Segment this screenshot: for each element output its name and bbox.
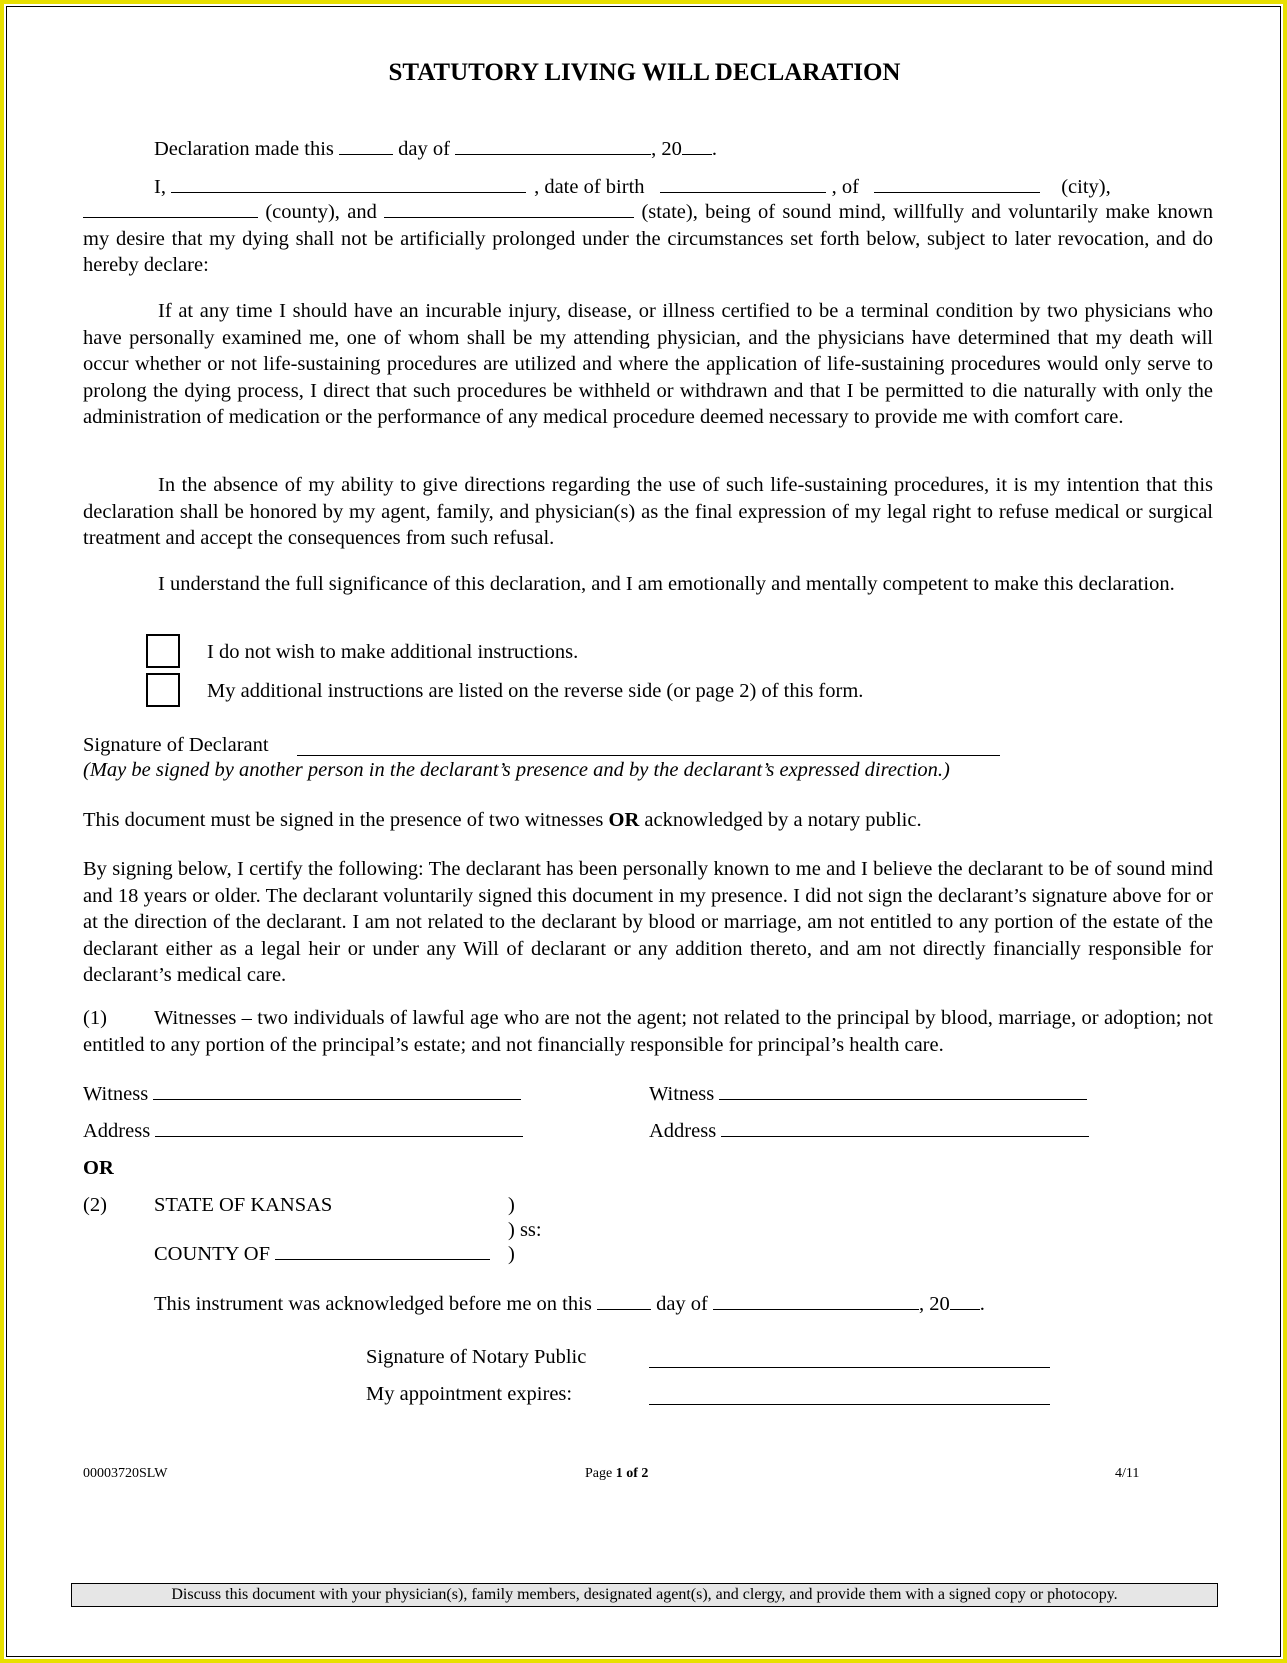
identity-paragraph bbox=[83, 199, 1213, 279]
notary-county-row bbox=[154, 1241, 490, 1267]
declaration-year-field[interactable] bbox=[682, 136, 712, 155]
declarant-signature-field[interactable] bbox=[297, 737, 1000, 756]
paragraph-2-text: In the absence of my ability to give directions regarding the use of such life-sustaining procedures, it is my intention that this declaration shall be honored by my agent, family, and physician(s) as the final expression of my legal right to refuse medical or surgical treatment and accept the consequences from such refusal. bbox=[83, 474, 1213, 549]
notary-signature-field[interactable] bbox=[649, 1349, 1050, 1368]
form-id: 00003720SLW bbox=[83, 1466, 168, 1481]
witness-notice-after: acknowledged by a notary public. bbox=[639, 809, 922, 831]
city-field[interactable] bbox=[874, 174, 1040, 193]
declaration-date-line bbox=[154, 136, 717, 162]
witnesses-text: Witnesses – two individuals of lawful age who are not the agent; not related to the principal by blood, marriage, or adoption; not entitled to any portion of the principal’s estate; and not financially responsible for principal’s health care. bbox=[83, 1007, 1213, 1056]
witness-notice bbox=[83, 807, 922, 833]
page-number bbox=[585, 1461, 648, 1487]
or-divider: OR bbox=[83, 1157, 114, 1179]
no-additional-instructions-label: I do not wish to make additional instructions. bbox=[207, 641, 579, 663]
competency-paragraph bbox=[83, 571, 1213, 598]
additional-instructions-label: My additional instructions are listed on the reverse side (or page 2) of this form. bbox=[207, 680, 864, 702]
witness-1-field[interactable] bbox=[153, 1081, 521, 1100]
witness-1-row bbox=[83, 1081, 521, 1107]
page-count: 1 of 2 bbox=[615, 1466, 649, 1481]
identity-i-label: I, bbox=[154, 176, 166, 198]
declarant-signature-label: Signature of Declarant bbox=[83, 734, 269, 756]
notary-paren-2: ) bbox=[508, 1243, 515, 1265]
appointment-expires-label: My appointment expires: bbox=[366, 1383, 573, 1405]
notary-signature-label: Signature of Notary Public bbox=[366, 1346, 587, 1368]
additional-instructions-checkbox[interactable] bbox=[146, 673, 180, 707]
dob-label: , date of birth bbox=[534, 176, 645, 198]
county-field[interactable] bbox=[83, 199, 258, 218]
declaration-year-prefix: , 20 bbox=[651, 138, 682, 160]
notary-county-field[interactable] bbox=[275, 1241, 490, 1260]
signature-note: (May be signed by another person in the declarant’s presence and by the declarant’s expressed direction.) bbox=[83, 759, 950, 781]
notary-num: (2) bbox=[83, 1194, 107, 1216]
identity-state-text: (state), being of sound mind, willfully and voluntarily make known my desire that my dying shall not be artificially prolonged under the circumstances set forth below, subject to later revocation, and do hereby declare: bbox=[83, 201, 1213, 276]
address-2-label: Address bbox=[649, 1120, 717, 1142]
footer-notice-bar: Discuss this document with your physician(s), family members, designated agent(s), and clergy, and provide them with a signed copy or photocopy. bbox=[71, 1583, 1218, 1607]
witness-notice-before: This document must be signed in the presence of two witnesses bbox=[83, 809, 609, 831]
city-label: (city), bbox=[1061, 176, 1111, 198]
witnesses-num: (1) bbox=[83, 1007, 107, 1029]
declaration-day-of-label: day of bbox=[398, 138, 450, 160]
certify-paragraph: By signing below, I certify the following: The declarant has been personally known to me and I believe the declarant to be of sound mind and 18 years or older. The declarant voluntarily signed this document in my presence. I did not sign the declarant’s signature above for or at the direction of the declarant. I am not related to the declarant by blood or marriage, am not entitled to any portion of the estate of the declarant either as a legal heir or under any Will of declarant or any addition thereto, and am not directly financially responsible for declarant’s medical care. bbox=[83, 858, 1213, 986]
page-prefix: Page bbox=[585, 1466, 616, 1481]
directions-paragraph bbox=[83, 472, 1213, 552]
ack-month-field[interactable] bbox=[713, 1291, 919, 1310]
no-additional-instructions-checkbox[interactable] bbox=[146, 634, 180, 668]
address-1-row bbox=[83, 1118, 523, 1144]
notary-county-label: COUNTY OF bbox=[154, 1243, 270, 1265]
county-label: (county), and bbox=[265, 201, 377, 223]
declaration-made-label: Declaration made this bbox=[154, 138, 334, 160]
ack-end: . bbox=[979, 1293, 985, 1315]
dob-field[interactable] bbox=[660, 174, 826, 193]
address-2-field[interactable] bbox=[721, 1118, 1089, 1137]
ack-year-field[interactable] bbox=[950, 1291, 980, 1310]
declaration-month-field[interactable] bbox=[455, 136, 651, 155]
declarant-name-field[interactable] bbox=[171, 174, 526, 193]
witness-1-label: Witness bbox=[83, 1083, 149, 1105]
state-field[interactable] bbox=[384, 199, 634, 218]
declaration-day-field[interactable] bbox=[339, 136, 393, 155]
witness-notice-or: OR bbox=[608, 809, 640, 831]
notary-state: STATE OF KANSAS bbox=[154, 1194, 333, 1216]
appointment-expires-field[interactable] bbox=[649, 1386, 1050, 1405]
acknowledgement-line bbox=[154, 1291, 985, 1317]
ack-day-of-label: day of bbox=[656, 1293, 708, 1315]
revision-date: 4/11 bbox=[1115, 1466, 1140, 1481]
ack-year-prefix: , 20 bbox=[919, 1293, 950, 1315]
paragraph-3-text: I understand the full significance of this declaration, and I am emotionally and mentally competent to make this declaration. bbox=[158, 573, 1175, 595]
ack-label: This instrument was acknowledged before me on this bbox=[154, 1293, 592, 1315]
of-label: , of bbox=[831, 176, 859, 198]
declaration-end: . bbox=[711, 138, 717, 160]
document-page bbox=[6, 6, 1281, 1657]
identity-line bbox=[154, 174, 1111, 200]
witness-2-field[interactable] bbox=[719, 1081, 1087, 1100]
address-1-label: Address bbox=[83, 1120, 151, 1142]
witnesses-paragraph bbox=[83, 1005, 1213, 1058]
paragraph-1-text: If at any time I should have an incurable injury, disease, or illness certified to be a terminal condition by two physicians who have personally examined me, one of whom shall be my attending physician, and the physicians have determined that my death will occur whether or not life-sustaining procedures are utilized and where the application of life-sustaining procedures would only serve to prolong the dying process, I direct that such procedures be withheld or withdrawn and that I be permitted to die naturally with only the administration of medication or the performance of any medical procedure deemed necessary to provide me with comfort care. bbox=[83, 300, 1213, 428]
notary-ss: ) ss: bbox=[508, 1219, 542, 1241]
address-2-row bbox=[649, 1118, 1089, 1144]
terminal-condition-paragraph bbox=[83, 298, 1213, 431]
witness-2-row bbox=[649, 1081, 1087, 1107]
document-title: STATUTORY LIVING WILL DECLARATION bbox=[388, 59, 901, 86]
notary-paren-1: ) bbox=[508, 1194, 515, 1216]
witness-2-label: Witness bbox=[649, 1083, 715, 1105]
address-1-field[interactable] bbox=[155, 1118, 523, 1137]
ack-day-field[interactable] bbox=[597, 1291, 651, 1310]
